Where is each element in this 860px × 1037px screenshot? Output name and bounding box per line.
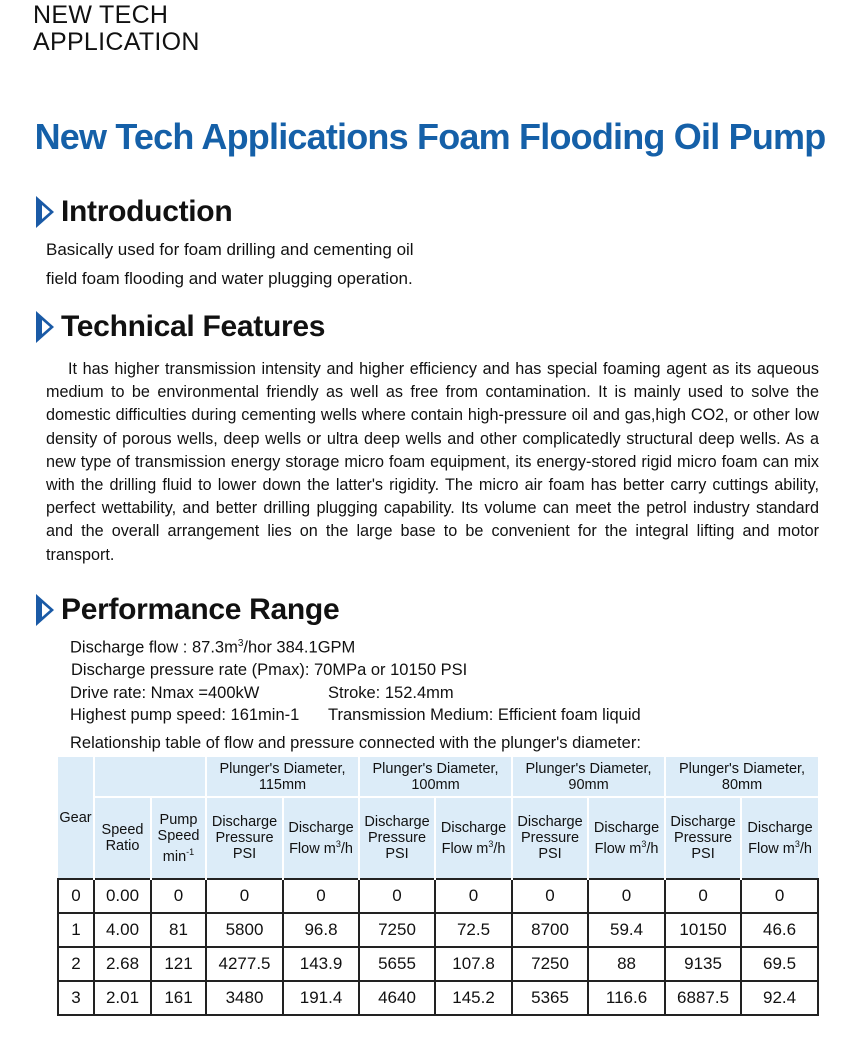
header-plunger-100 [359, 757, 512, 797]
header-text [742, 836, 818, 857]
header-text: 115mm [258, 776, 307, 793]
table-cell: 5655 [359, 947, 435, 981]
table-cell: 121 [151, 947, 206, 981]
table-row [58, 913, 818, 947]
table-header-row-groups [58, 757, 818, 797]
spec-text: /hor 384.1GPM [243, 638, 356, 657]
table-cell: 46.6 [741, 913, 818, 947]
header-text: Flow m [748, 840, 795, 857]
spec-pump-speed: Highest pump speed: 161min-1 [70, 706, 300, 724]
corner-label [33, 2, 200, 56]
header-text: Discharge [364, 814, 430, 830]
header-text: Discharge [593, 819, 660, 836]
spec-stroke: Stroke: 152.4mm [328, 683, 454, 702]
spec-drive-rate: Drive rate: Nmax =400kW [70, 683, 260, 702]
header-pump-speed [151, 797, 206, 879]
table-row [58, 947, 818, 981]
header-text: Pressure [215, 830, 274, 846]
header-superscript: 3 [488, 838, 494, 849]
table-cell: 5800 [206, 913, 283, 947]
header-superscript: -1 [186, 846, 195, 857]
header-text: Pressure [368, 830, 427, 846]
header-text: PSI [232, 846, 257, 862]
table-cell: 0 [665, 879, 741, 913]
table-cell: 3480 [206, 981, 283, 1015]
table-cell: 96.8 [283, 913, 359, 947]
table-cell: 3 [58, 981, 94, 1015]
header-text: Flow m [289, 840, 336, 857]
header-text: PSI [385, 846, 409, 862]
header-text [436, 836, 511, 857]
triangle-arrow-icon [36, 594, 58, 626]
table-row [58, 981, 818, 1015]
header-flow [741, 797, 818, 879]
table-row [58, 879, 818, 913]
header-flow [435, 797, 512, 879]
triangle-arrow-icon [36, 196, 58, 228]
header-text: Discharge [211, 814, 278, 830]
header-superscript: 3 [641, 838, 647, 849]
section-heading-performance-range [36, 594, 339, 626]
header-flow [283, 797, 359, 879]
spec-transmission-medium: Transmission Medium: Efficient foam liquid [328, 706, 641, 724]
table-cell: 72.5 [435, 913, 512, 947]
table-cell: 0 [206, 879, 283, 913]
header-superscript: 3 [335, 838, 341, 849]
header-text: 90mm [568, 776, 609, 793]
table-cell: 9135 [665, 947, 741, 981]
spec-speed-medium [70, 704, 641, 727]
table-cell: 0 [151, 879, 206, 913]
table-header-row-columns [58, 797, 818, 879]
header-empty [94, 757, 206, 797]
table-cell: 0 [512, 879, 588, 913]
corner-label-line1: NEW TECH [33, 1, 169, 29]
introduction-text [46, 235, 466, 293]
header-plunger-90 [512, 757, 665, 797]
header-text: Speed [157, 827, 200, 844]
table-cell: 59.4 [588, 913, 665, 947]
introduction-line: Basically used for foam drilling and cementing oil [46, 240, 414, 259]
header-text: Plunger's Diameter, [219, 760, 346, 777]
technical-features-paragraph: It has higher transmission intensity and higher efficiency and has special foaming agent as its aqueous medium to be environmental friendly as well as free from contamination. It is mainly used to solve the domestic difficulties during cementing wells where contain high-pressure oil and gas,high CO2, or other low density of porous wells, deep wells or ultra deep wells and other complicatedly structural deep wells. As a new type of transmission energy storage micro foam equipment, its energy-stored rigid micro foam can mix with the drilling fluid to lower down the latter's rigidity. The micro air foam has better carry cuttings ability, perfect wettability, and better drilling plugging capability. Its volume can meet the petrol industry standard and the overall arrangement lies on the large base to be convenient for the integral lifting and motor transport. [46, 360, 819, 564]
header-text [152, 844, 205, 865]
header-speed-ratio [94, 797, 151, 879]
table-cell: 69.5 [741, 947, 818, 981]
header-text: Plunger's Diameter, [525, 760, 652, 777]
header-text: Speed [101, 822, 144, 838]
header-text: Ratio [105, 838, 140, 854]
table-cell: 0 [58, 879, 94, 913]
header-text: 100mm [411, 776, 460, 793]
header-text: /h [340, 840, 353, 857]
corner-label-line2: APPLICATION [33, 28, 200, 56]
header-text: Pressure [674, 830, 733, 846]
table-cell: 2.68 [94, 947, 151, 981]
header-pressure [206, 797, 283, 879]
table-cell: 161 [151, 981, 206, 1015]
table-cell: 8700 [512, 913, 588, 947]
header-text: Pump [159, 811, 198, 828]
table-cell: 143.9 [283, 947, 359, 981]
header-text: /h [646, 840, 659, 857]
table-cell: 5365 [512, 981, 588, 1015]
header-text: Flow m [441, 840, 489, 857]
section-title: Introduction [61, 195, 233, 228]
table-cell: 1 [58, 913, 94, 947]
header-text: Discharge [747, 819, 813, 836]
technical-features-text [46, 358, 819, 567]
header-text: PSI [538, 846, 562, 862]
introduction-line: field foam flooding and water plugging operation. [46, 269, 413, 288]
spec-discharge-pressure: Discharge pressure rate (Pmax): 70MPa or 10150 PSI [71, 661, 468, 679]
table-cell: 0 [588, 879, 665, 913]
table-cell: 2 [58, 947, 94, 981]
table-cell: 116.6 [588, 981, 665, 1015]
header-text: Discharge [440, 819, 507, 836]
header-flow [588, 797, 665, 879]
table-cell: 7250 [359, 913, 435, 947]
header-text: Plunger's Diameter, [372, 760, 499, 777]
section-heading-technical-features [36, 311, 325, 343]
header-text: PSI [691, 846, 715, 862]
table-cell: 88 [588, 947, 665, 981]
table-cell: 145.2 [435, 981, 512, 1015]
table-cell: 0 [435, 879, 512, 913]
header-plunger-80 [665, 757, 818, 797]
header-text: Plunger's Diameter, [679, 760, 806, 777]
header-pressure [665, 797, 741, 879]
section-heading-introduction [36, 196, 232, 228]
spec-superscript: 3 [237, 638, 244, 649]
page-title: New Tech Applications Foam Flooding Oil Pump [34, 116, 826, 157]
flow-pressure-table [57, 757, 819, 1016]
header-text: Pressure [521, 830, 580, 846]
table-cell: 4640 [359, 981, 435, 1015]
header-text [284, 836, 358, 857]
section-title: Performance Range [61, 593, 340, 626]
table-cell: 107.8 [435, 947, 512, 981]
table-cell: 0 [741, 879, 818, 913]
header-text: min [162, 848, 187, 865]
table-cell: 92.4 [741, 981, 818, 1015]
table-cell: 191.4 [283, 981, 359, 1015]
header-text [589, 836, 664, 857]
table-cell: 4277.5 [206, 947, 283, 981]
header-gear: Gear [58, 757, 94, 879]
table-cell: 2.01 [94, 981, 151, 1015]
header-text: Discharge [288, 819, 354, 836]
table-caption: Relationship table of flow and pressure connected with the plunger's diameter: [70, 733, 641, 752]
section-title: Technical Features [61, 310, 326, 343]
table-cell: 6887.5 [665, 981, 741, 1015]
header-plunger-115 [206, 757, 359, 797]
header-pressure [512, 797, 588, 879]
table-cell: 0.00 [94, 879, 151, 913]
header-pressure [359, 797, 435, 879]
table-cell: 0 [283, 879, 359, 913]
table-cell: 4.00 [94, 913, 151, 947]
header-text: /h [493, 840, 506, 857]
header-text: Discharge [670, 814, 736, 830]
table-cell: 10150 [665, 913, 741, 947]
table-cell: 0 [359, 879, 435, 913]
header-text: Flow m [594, 840, 642, 857]
header-superscript: 3 [794, 838, 800, 849]
header-text: /h [799, 840, 812, 857]
spec-drive-stroke [70, 682, 641, 705]
spec-text: Discharge flow : 87.3m [70, 638, 238, 657]
spec-discharge-flow [70, 633, 641, 659]
table-cell: 81 [151, 913, 206, 947]
triangle-arrow-icon [36, 311, 58, 343]
performance-specs [70, 633, 641, 754]
header-text: 80mm [721, 776, 763, 793]
header-text: Discharge [517, 814, 583, 830]
table-cell: 7250 [512, 947, 588, 981]
